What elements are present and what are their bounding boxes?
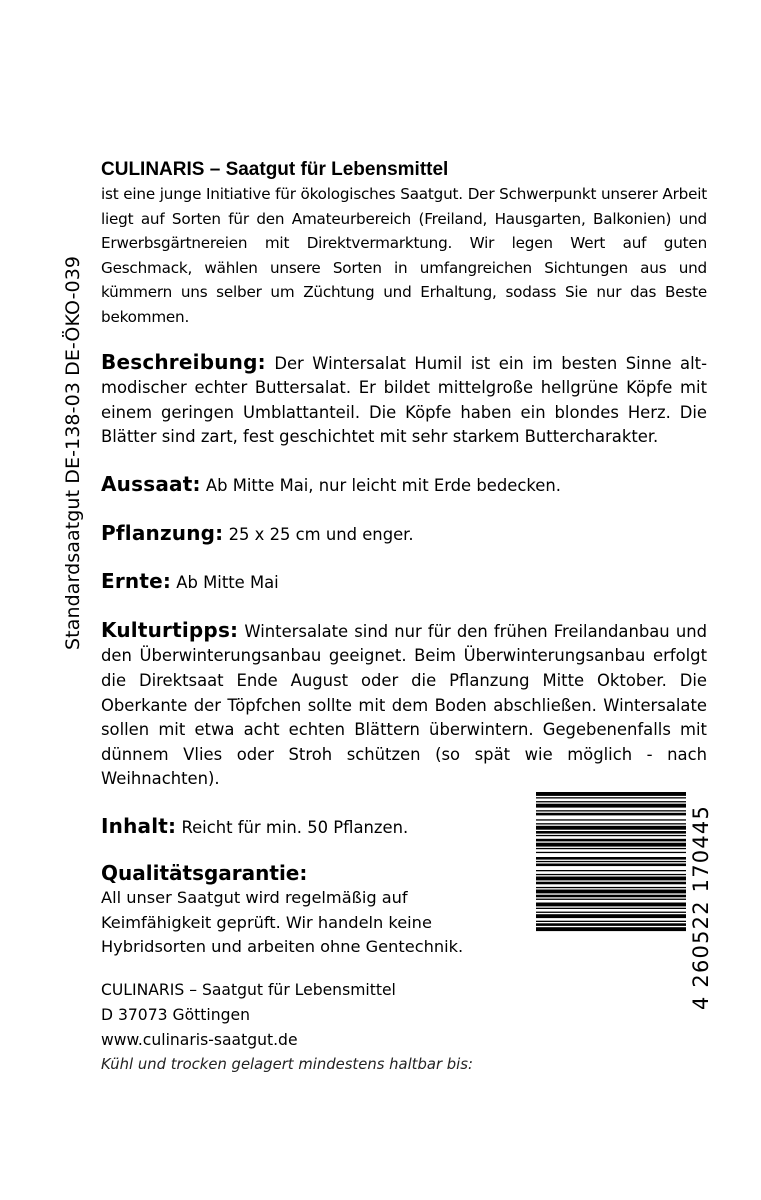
barcode-bar [536,864,686,867]
cultivation-tips-label: Kulturtipps: [101,617,239,642]
barcode-bar [536,882,686,885]
company-city: D 37073 Göttingen [101,1005,250,1024]
barcode-bar [536,890,686,894]
barcode-bar [536,903,686,907]
quality-guarantee-title: Qualitätsgarantie: [101,861,308,886]
sowing-label: Aussaat: [101,471,201,496]
barcode-bar [536,848,686,849]
barcode-bar [536,861,686,862]
description-section [101,350,707,450]
barcode-bar [536,819,686,820]
barcode-digits: 4 260522 170445 [689,804,713,1010]
barcode-bar [536,826,686,830]
barcode-bar [536,835,686,836]
barcode-bar [536,804,686,808]
barcode [536,792,712,1004]
barcode-bar [536,923,686,926]
intro-body: ist eine junge Initiative für ökologisches Saatgut. Der Schwerpunkt unserer Arbeit liegt auf Sorten für den Amateurbereich (Freiland, Hausgarten, Balkonien) und Erwerbsgärtnereien mit Direktvermarktung. Wir legen Wert auf guten Geschmack, wählen unsere Sorten in umfangreichen Sichtungen aus und kümmern uns selber um Züchtung und Erhaltung, sodass Sie nur das Beste bekommen. [101,185,707,326]
barcode-bar [536,843,686,847]
barcode-bar [536,831,686,834]
intro-title: CULINARIS – Saatgut für Lebensmittel [101,159,449,180]
barcode-bar [536,801,686,802]
sowing-section [101,472,707,499]
barcode-bar [536,797,686,798]
harvest-text: Ab Mitte Mai [171,573,279,593]
barcode-bar [536,912,686,913]
barcode-bar [536,927,686,931]
barcode-bar [536,813,686,816]
barcode-bar [536,823,686,824]
content-label: Inhalt: [101,813,177,838]
cultivation-tips-section [101,618,707,792]
sowing-text: Ab Mitte Mai, nur leicht mit Erde bedecken. [200,475,561,495]
barcode-bar [536,877,686,881]
content-text: Reicht für min. 50 Pflanzen. [176,817,409,837]
harvest-label: Ernte: [101,569,172,594]
description-text: Der Wintersalat Humil ist ein im besten Sinne alt-modischer echter Buttersalat. Er bildet mittelgroße hellgrüne Köpfe mit einem geringen Umblattanteil. Die Köpfe haben ein blondes Herz. Die Blätter sind zart, fest geschichtet mit sehr starkem Buttercharakter. [101,353,707,447]
barcode-bar [536,792,686,796]
barcode-bar [536,908,686,909]
planting-label: Pflanzung: [101,520,224,545]
barcode-bar [536,914,686,918]
description-label: Beschreibung: [101,349,266,374]
barcode-bar [536,857,686,860]
quality-guarantee-text: All unser Saatgut wird regelmäßig auf Keimfähigkeit geprüft. Wir handeln keine Hybridsorten und arbeiten ohne Gentechnik. [101,888,464,957]
barcode-bar [536,921,686,922]
planting-text: 25 x 25 cm und enger. [223,524,414,544]
barcode-bar [536,839,686,842]
barcode-bar [536,899,686,900]
storage-note: Kühl und trocken gelagert mindestens haltbar bis: [101,1055,473,1073]
barcode-bar [536,874,686,875]
harvest-section [101,569,707,596]
planting-section [101,521,707,548]
company-name: CULINARIS – Saatgut für Lebensmittel [101,980,396,999]
cultivation-tips-text: Wintersalate sind nur für den frühen Freilandanbau und den Überwinterungsanbau geeignet. Beim Überwinterungsanbau erfolgt die Direktsaat Ende August oder die Pflanzung Mitte Oktober. Die Oberkante der Töpfchen sollte mit dem Boden abschließen. Wintersalate sollen mit etwa acht echten Blättern überwintern. Gegebenenfalls mit dünnem Vlies oder Stroh schützen (so spät wie möglich - nach Weihnachten). [101,621,707,789]
barcode-bar [536,887,686,888]
company-website: www.culinaris-saatgut.de [101,1030,298,1049]
barcode-bar [536,852,686,853]
certification-code: Standardsaatgut DE-138-03 DE-ÖKO-039 [62,255,84,650]
barcode-bar [536,870,686,871]
barcode-bar [536,810,686,811]
barcode-bar [536,895,686,898]
